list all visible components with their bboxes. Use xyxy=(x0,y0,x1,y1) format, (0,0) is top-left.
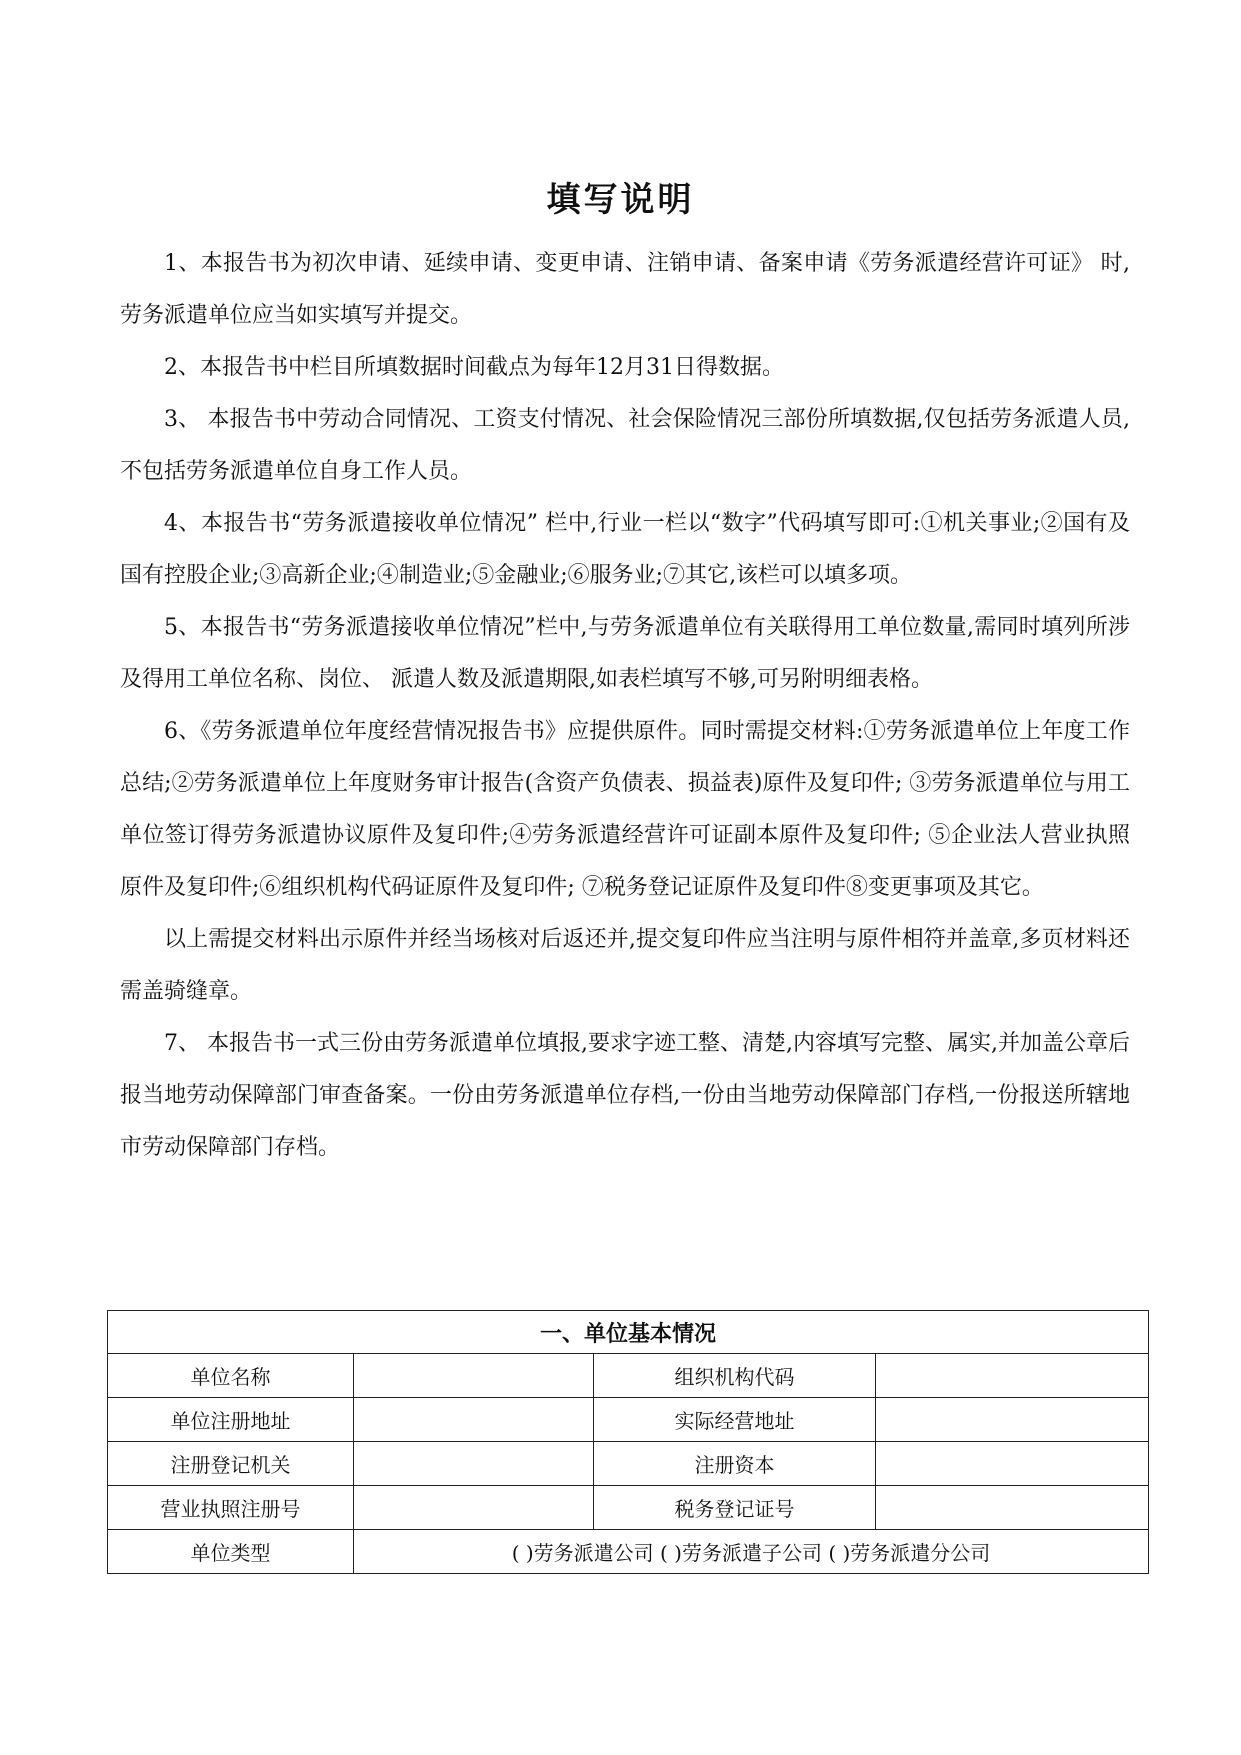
instruction-paragraph-6: 6、《劳务派遣单位年度经营情况报告书》应提供原件。同时需提交材料:①劳务派遣单位上年度工作总结;②劳务派遣单位上年度财务审计报告(含资产负债表、损益表)原件及复印件; ③劳务派遣单位与用工单位签订得劳务派遣协议原件及复印件;④劳务派遣经营许可证副本原件及复印件; ⑤企业法人营业执照原件及复印件;⑥组织机构代码证原件及复印件; ⑦税务登记证原件及复印件⑧变更事项及其它。 xyxy=(120,719,1130,900)
org-code-field[interactable] xyxy=(876,1354,1149,1398)
unit-type-options[interactable]: ( )劳务派遣公司 ( )劳务派遣子公司 ( )劳务派遣分公司 xyxy=(354,1530,1149,1574)
field-label: 注册登记机关 xyxy=(108,1442,354,1486)
registered-address-field[interactable] xyxy=(354,1398,594,1442)
page-title: 填写说明 xyxy=(546,180,695,220)
table-row xyxy=(108,1354,1149,1398)
unit-basic-info-table xyxy=(107,1310,1149,1574)
instruction-paragraph-1: 1、本报告书为初次申请、延续申请、变更申请、注销申请、备案申请《劳务派遣经营许可证》 时,劳务派遣单位应当如实填写并提交。 xyxy=(120,251,1130,328)
table-row xyxy=(108,1486,1149,1530)
table-header-row xyxy=(108,1311,1149,1354)
section-title: 一、单位基本情况 xyxy=(108,1311,1149,1354)
unit-name-field[interactable] xyxy=(354,1354,594,1398)
table-row xyxy=(108,1530,1149,1574)
field-label: 注册资本 xyxy=(594,1442,876,1486)
instruction-paragraph-3: 3、 本报告书中劳动合同情况、工资支付情况、社会保险情况三部份所填数据,仅包括劳务派遣人员,不包括劳务派遣单位自身工作人员。 xyxy=(120,407,1130,484)
business-address-field[interactable] xyxy=(876,1398,1149,1442)
field-label: 营业执照注册号 xyxy=(108,1486,354,1530)
field-label: 税务登记证号 xyxy=(594,1486,876,1530)
instruction-paragraph-7: 7、 本报告书一式三份由劳务派遣单位填报,要求字迹工整、清楚,内容填写完整、属实,并加盖公章后报当地劳动保障部门审查备案。一份由劳务派遣单位存档,一份由当地劳动保障部门存档,一份报送所辖地市劳动保障部门存档。 xyxy=(120,1031,1130,1160)
tax-registration-number-field[interactable] xyxy=(876,1486,1149,1530)
business-license-number-field[interactable] xyxy=(354,1486,594,1530)
registration-authority-field[interactable] xyxy=(354,1442,594,1486)
field-label: 单位注册地址 xyxy=(108,1398,354,1442)
instruction-paragraph-5: 5、本报告书“劳务派遣接收单位情况”栏中,与劳务派遣单位有关联得用工单位数量,需同时填列所涉及得用工单位名称、岗位、 派遣人数及派遣期限,如表栏填写不够,可另附明细表格。 xyxy=(120,615,1130,692)
instruction-paragraph-note: 以上需提交材料出示原件并经当场核对后返还并,提交复印件应当注明与原件相符并盖章,多页材料还需盖骑缝章。 xyxy=(120,927,1130,1004)
registered-capital-field[interactable] xyxy=(876,1442,1149,1486)
field-label: 组织机构代码 xyxy=(594,1354,876,1398)
field-label: 实际经营地址 xyxy=(594,1398,876,1442)
instructions-body xyxy=(120,238,1130,1174)
field-label: 单位名称 xyxy=(108,1354,354,1398)
instruction-paragraph-4: 4、本报告书“劳务派遣接收单位情况” 栏中,行业一栏以“数字”代码填写即可:①机关事业;②国有及国有控股企业;③高新企业;④制造业;⑤金融业;⑥服务业;⑦其它,该栏可以填多项。 xyxy=(120,511,1130,588)
instruction-paragraph-2: 2、本报告书中栏目所填数据时间截点为每年12月31日得数据。 xyxy=(164,355,784,380)
field-label: 单位类型 xyxy=(108,1530,354,1574)
table-row xyxy=(108,1398,1149,1442)
table-row xyxy=(108,1442,1149,1486)
